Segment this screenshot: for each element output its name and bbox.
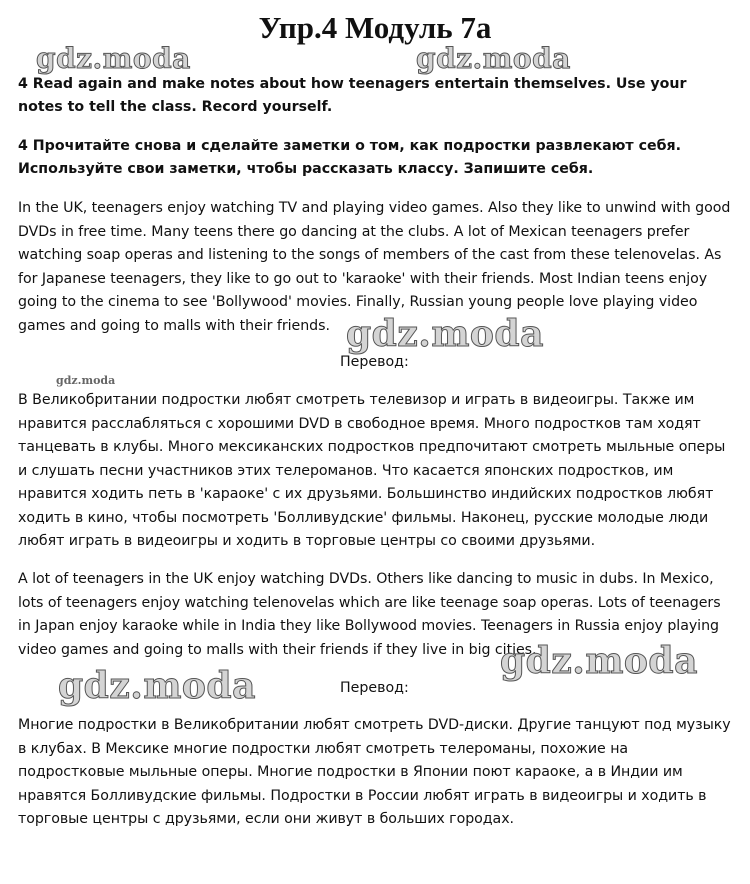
task-english: 4 Read again and make notes about how teenagers entertain themselves. Use your notes to tell the class. Record yourself. bbox=[18, 76, 687, 115]
answer1-english: In the UK, teenagers enjoy watching TV and playing video games. Also they like to unwind with good DVDs in free time. Many teens there go dancing at the clubs. A lot of Mexican teenagers prefer watching soap operas and listening to the songs of members of the cast from these telenovelas. As for Japanese teenagers, they like to go out to 'karaoke' with their friends. Most Indian teens enjoy going to the cinema to see 'Bollywood' movies. Finally, Russian young people love playing video games and going to malls with their friends. bbox=[18, 200, 731, 334]
watermark-top-left: gdz.moda bbox=[36, 42, 191, 75]
watermark-top-right: gdz.moda bbox=[416, 42, 571, 75]
watermark-middle: gdz.moda bbox=[346, 313, 544, 355]
translation-label-1: Перевод: bbox=[340, 354, 409, 370]
answer2-english: A lot of teenagers in the UK enjoy watching DVDs. Others like dancing to music in dubs. In Mexico, lots of teenagers enjoy watching telenovelas which are like teenage soap operas. Lots of teenagers in Japan enjoy karaoke while in India they like Bollywood movies. Teenagers in Russia enjoy playing video games and going to malls with their friends if they live in big cities. bbox=[18, 571, 721, 658]
watermark-left: gdz.moda bbox=[58, 665, 256, 707]
watermark-right: gdz.moda bbox=[500, 640, 698, 682]
watermark-small: gdz.moda bbox=[56, 374, 116, 387]
translation-label-2: Перевод: bbox=[340, 680, 409, 696]
answer1-russian: В Великобритании подростки любят смотреть телевизор и играть в видеоигры. Также им нравится расслабляться с хорошими DVD в свободное время. Много подростков там ходят танцевать в клубы. Много мексиканских подростков предпочитают смотреть мыльные оперы и слушать песни участников этих телероманов. Что касается японских подростков, им нравится ходить петь в 'караоке' с их друзьями. Большинство индийских подростков любят ходить в кино, чтобы посмотреть 'Болливудские' фильмы. Наконец, русские молодые люди любят играть в видеоигры и ходить в торговые центры со своими друзьями. bbox=[18, 392, 726, 549]
task-russian: 4 Прочитайте снова и сделайте заметки о том, как подростки развлекают себя. Используйте свои заметки, чтобы рассказать классу. Запишите себя. bbox=[18, 138, 682, 177]
page-title: Упр.4 Модуль 7а bbox=[258, 10, 492, 45]
answer2-russian: Многие подростки в Великобритании любят смотреть DVD-диски. Другие танцуют под музыку в клубах. В Мексике многие подростки любят смотреть телероманы, похожие на подростковые мыльные оперы. Многие подростки в Японии поют караоке, а в Индии им нравятся Болливудские фильмы. Подростки в России любят играть в видеоигры и ходить в торговые центры с друзьями, если они живут в больших городах. bbox=[18, 717, 731, 827]
